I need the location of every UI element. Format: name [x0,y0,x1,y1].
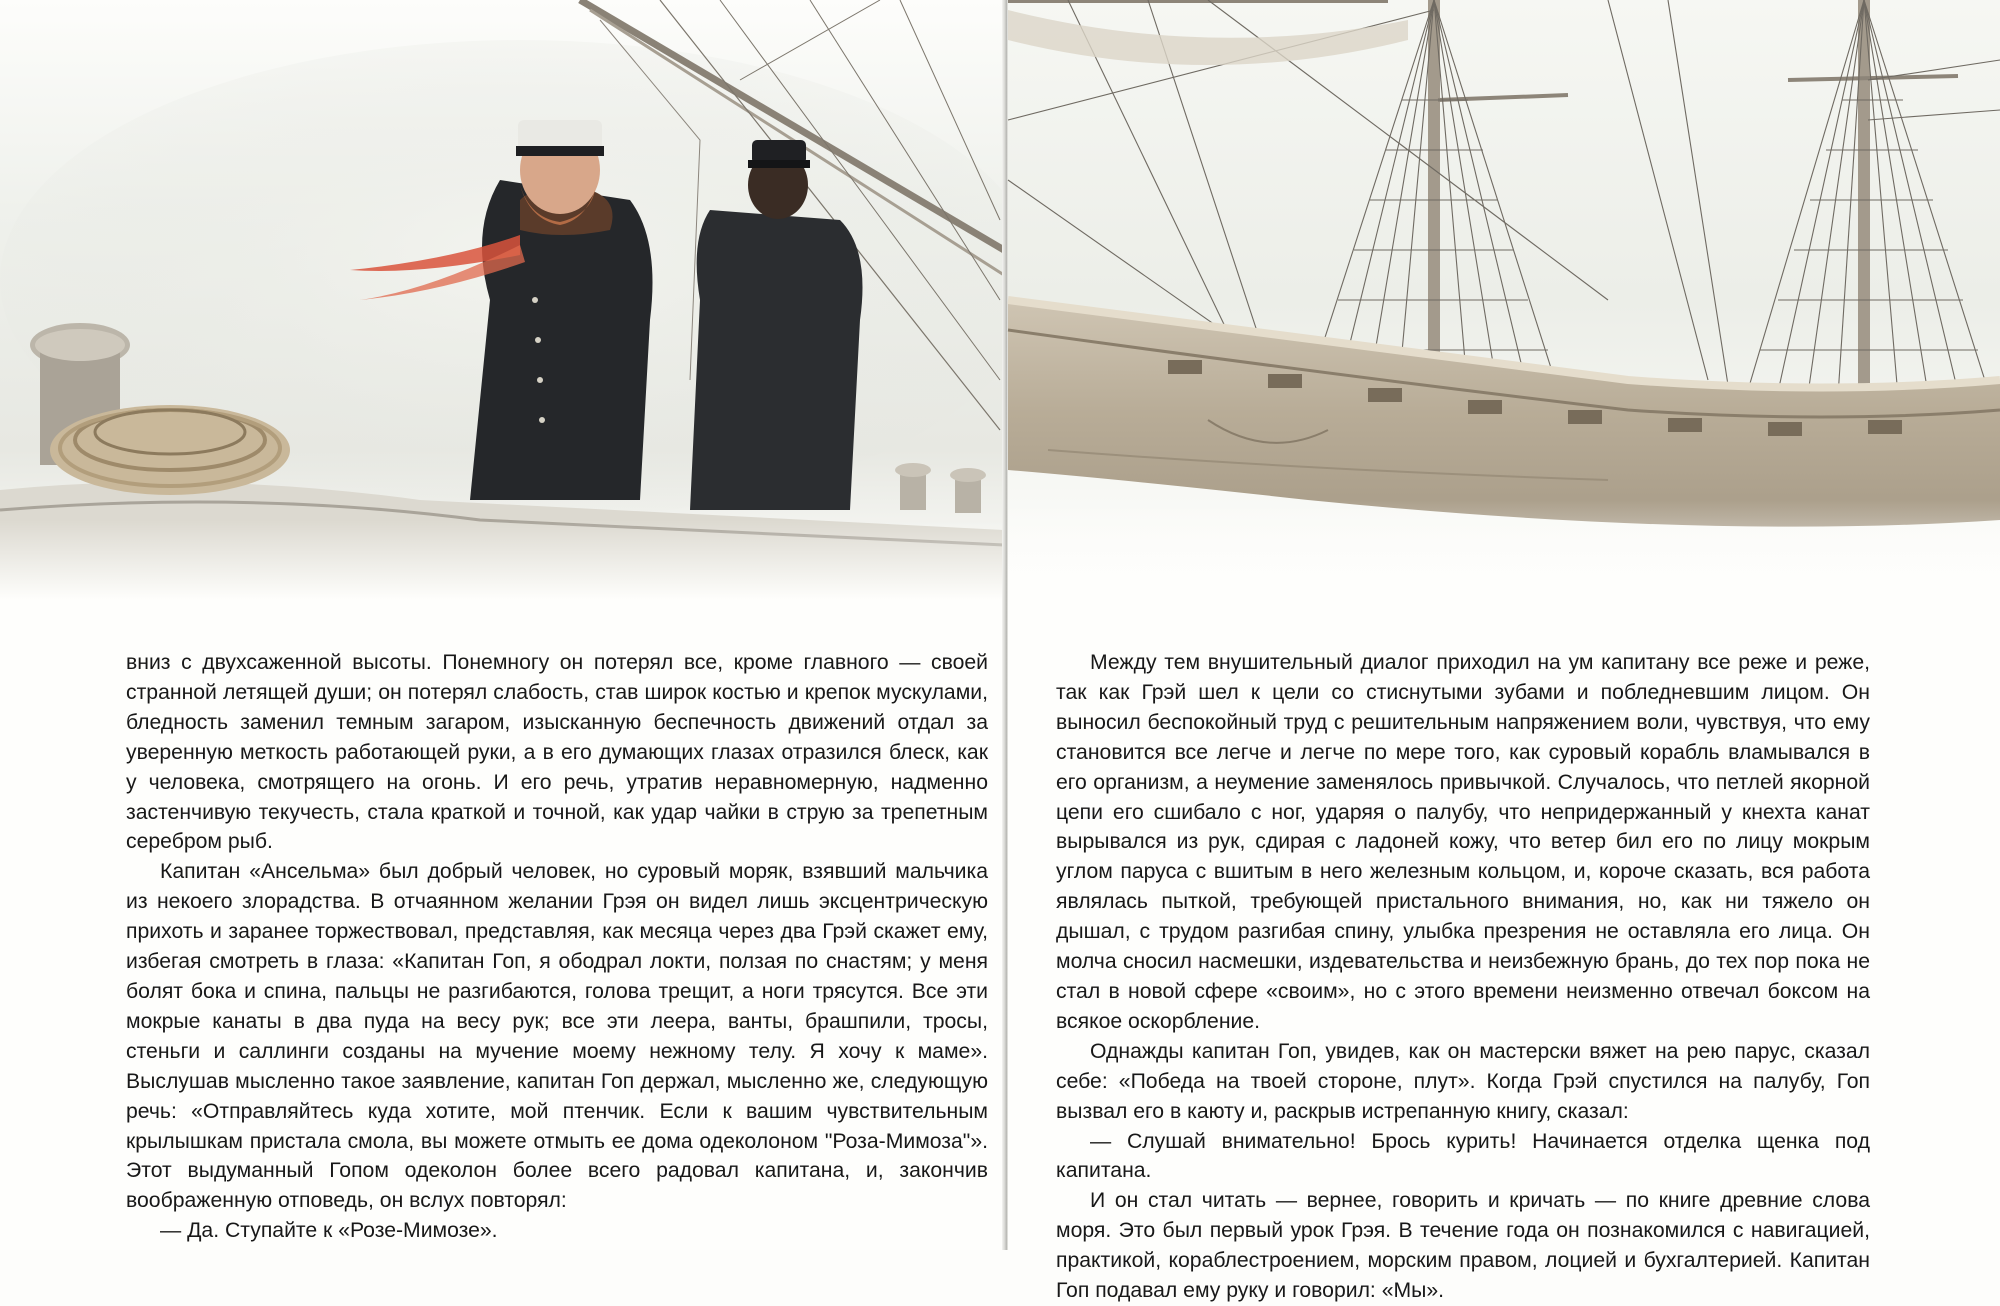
right-page-text [1056,648,1870,1306]
paragraph: И он стал читать — вернее, говорить и кричать — по книге древние слова моря. Это был первый урок Грэя. В течение года он познакомился с навигацией, практикой, кораблестроением, морским правом, лоцией и бухгалтерией. Капитан Гоп подавал ему руку и говорил: «Мы». [1056,1189,1870,1303]
paragraph: вниз с двухсаженной высоты. Понемногу он потерял все, кроме главного — своей странной летящей души; он потерял слабость, став широк костью и крепок мускулами, бледность заменил темным загаром, изысканную беспечность движений отдал за уверенную меткость работающей руки, а в его думающих глазах отразился блеск, как у человека, смотрящего на огонь. И его речь, утратив неравномерную, надменно застенчивую текучесть, стала краткой и точной, как удар чайки в струю за трепетным серебром рыб. [126,651,988,854]
paragraph: Между тем внушительный диалог приходил на ум капитану все реже и реже, так как Грэй шел к цели со стиснутыми зубами и побледневшим лицом. Он выносил беспокойный труд с решительным напряжением воли, чувствуя, что ему становится все легче и легче по мере того, как суровый корабль вламывался в его организм, а неумение заменялось привычкой. Случалось, что петлей якорной цепи его сшибало с ног, ударяя о палубу, что непридержанный у кнехта канат вырывался из рук, сдирая с ладоней кожу, что ветер бил его по лицу мокрым углом паруса с вшитым в него железным кольцом, и, короче сказать, вся работа являлась пыткой, требующей пристального внимания, но, как ни тяжело он дышал, с трудом разгибая спину, улыбка презрения не оставляла его лица. Он молча сносил насмешки, издевательства и неизбежную брань, до тех пор пока не стал в новой сфере «своим», но с этого времени неизменно отвечал боксом на всякое оскорбление. [1056,651,1870,1033]
sailing-ship-hull-and-rigging-icon [1008,0,2000,600]
paragraph: — Слушай внимательно! Брось курить! Начинается отделка щенка под капитана. [1056,1129,1870,1183]
left-page-text [126,648,988,1246]
paragraph: Однажды капитан Гоп, увидев, как он мастерски вяжет на рею парус, сказал себе: «Победа на твоей стороне, плут». Когда Грэй спустился на палубу, Гоп вызвал его в каюту и, раскрыв истрепанную книгу, сказал: [1056,1039,1870,1123]
paragraph: — Да. Ступайте к «Розе-Мимозе». [160,1219,498,1243]
left-page [0,0,1004,1250]
right-page [1008,0,2000,1303]
left-illustration [0,0,1004,600]
right-illustration [1008,0,2000,600]
paragraph: Капитан «Ансельма» был добрый человек, но суровый моряк, взявший мальчика из некоего злорадства. В отчаянном желании Грэя он видел лишь эксцентрическую прихоть и заранее торжествовал, представляя, как месяца через два Грэй скажет ему, избегая смотреть в глаза: «Капитан Гоп, я ободрал локти, ползая по снастям; у меня болят бока и спина, пальцы не разгибаются, голова трещит, а ноги трясутся. Все эти мокрые канаты в два пуда на весу рук; все эти леера, ванты, брашпили, тросы, стеньги и саллинги созданы на мучение моему нежному телу. Я хочу к маме». Выслушав мысленно такое заявление, капитан Гоп держал, мысленно же, следующую речь: «Отправляйтесь куда хотите, мой птенчик. Если к вашим чувствительным крылышкам пристала смола, вы можете отмыть ее дома одеколоном "Роза-Мимоза"». Этот выдуманный Гопом одеколон более всего радовал капитана, и, закончив воображенную отповедь, он вслух повторял: [126,860,988,1213]
captain-and-boy-on-pier-icon [0,0,1004,600]
